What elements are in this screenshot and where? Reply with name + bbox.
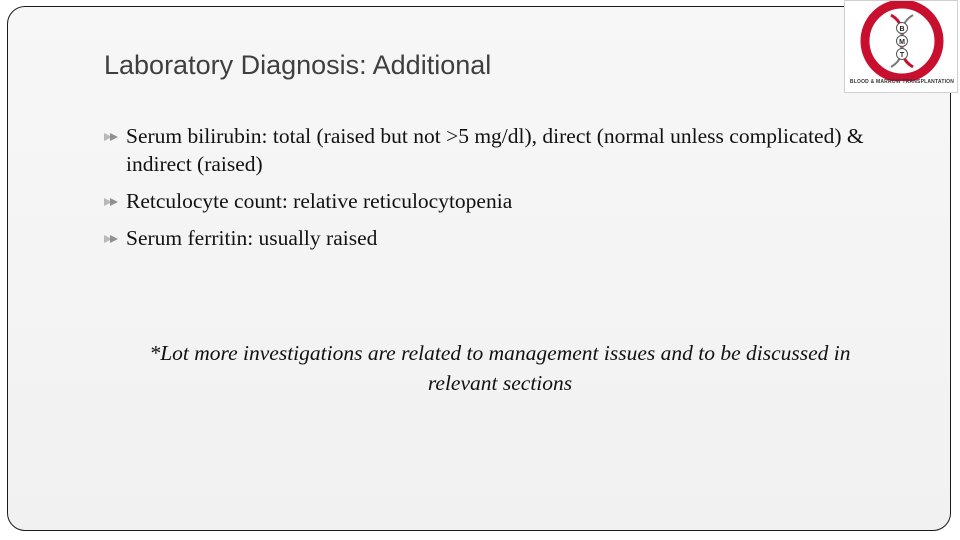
logo-letter-b: B — [899, 26, 905, 33]
bullet-list — [102, 122, 872, 261]
logo-caption: BLOOD & MARROW TRANSPLANTATION — [849, 79, 955, 85]
slide-frame — [7, 6, 951, 531]
bullet-text: Serum ferritin: usually raised — [126, 226, 378, 250]
footnote: *Lot more investigations are related to management issues and to be discussed in relevant sections — [149, 341, 851, 395]
bmt-logo-icon — [845, 1, 959, 81]
bullet-arrow-icon — [102, 131, 122, 143]
bullet-item — [102, 122, 872, 178]
logo — [844, 0, 958, 93]
bullet-text: Serum bilirubin: total (raised but not >5 mg/dl), direct (normal unless complicated) & indirect (raised) — [126, 124, 864, 176]
bullet-item — [102, 187, 872, 215]
slide-title: Laboratory Diagnosis: Additional — [104, 50, 492, 80]
bullet-arrow-icon — [102, 196, 122, 208]
bullet-item — [102, 224, 872, 252]
bullet-arrow-icon — [102, 233, 122, 245]
bullet-text: Retculocyte count: relative reticulocytopenia — [126, 189, 513, 213]
logo-letter-t: T — [899, 52, 905, 59]
logo-letter-m: M — [899, 39, 905, 46]
